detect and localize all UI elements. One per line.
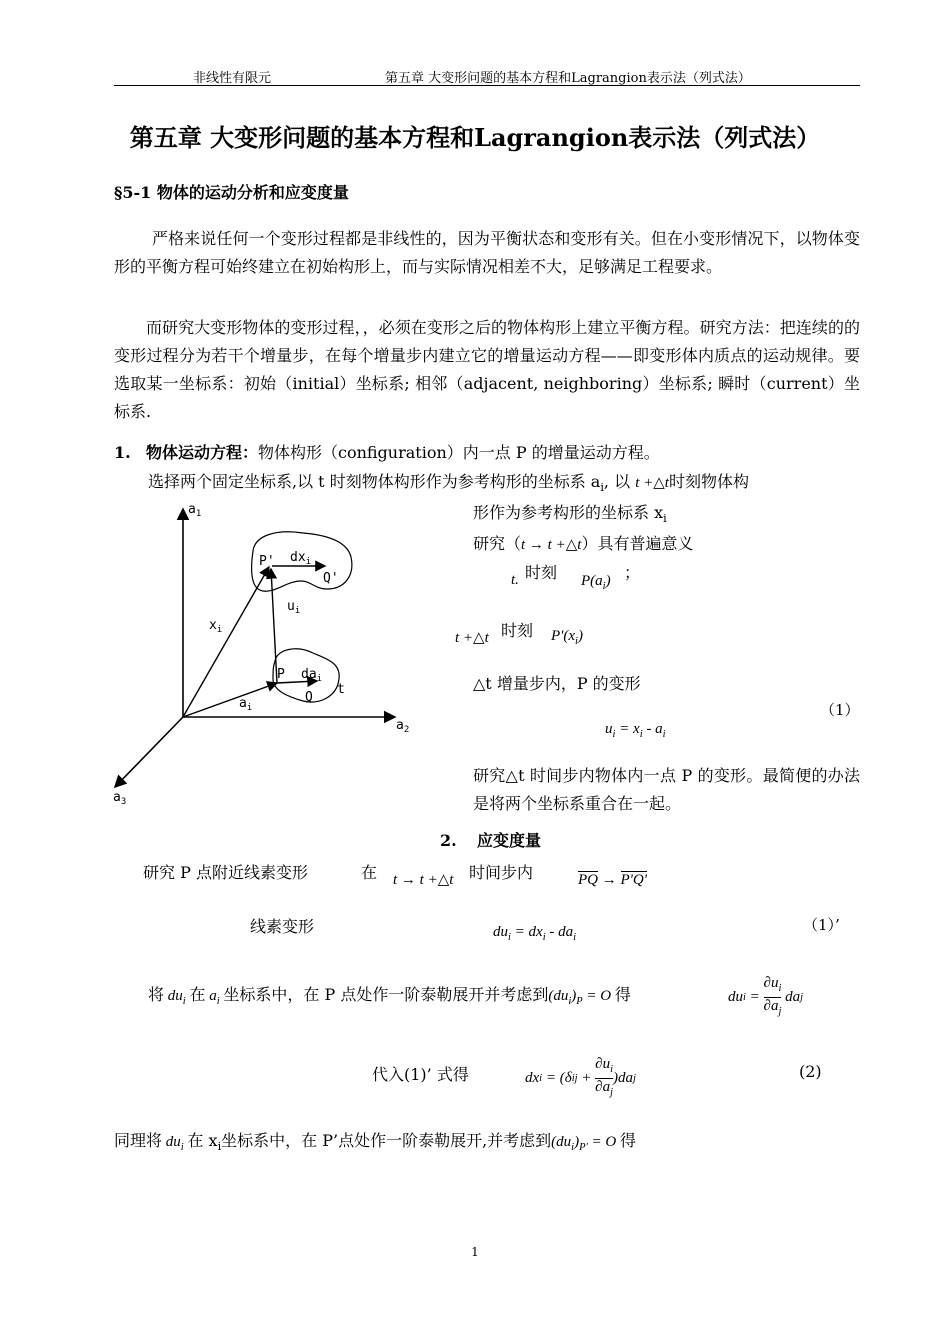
item-1 [114, 440, 660, 463]
line-deform-label: 线素变形 [250, 917, 315, 936]
expand-text-a: 将 [148, 985, 165, 1004]
para3-text-b: , 以 [603, 472, 631, 491]
math-t-to-tdt-2: t → t +△t [393, 872, 454, 888]
paragraph-2: 而研究大变形物体的变形过程，，必须在变形之后的物体构形上建立平衡方程。研究方法：把连续的的变形过程分为若干个增量步，在每个增量步内建立它的增量运动方程——即变形体内质点的运动规律。要选取某一坐标系：初始（initial）坐标系; 相邻（adjacent, neighboring）坐标系; 瞬时（current）坐标系. [114, 318, 860, 421]
math-t-to-tdt: t → t +△t [521, 537, 582, 553]
header-rule [114, 85, 860, 86]
math-dui: $du_i$ [164, 988, 186, 1007]
paragraph-3-line-1 [148, 469, 749, 494]
vector-ai [183, 683, 277, 717]
item-1-label: 物体运动方程： [145, 443, 258, 462]
para3-text-c: 时刻物体构 [668, 472, 749, 491]
running-header-right: 第五章 大变形问题的基本方程和Lagrangion表示法（列式法） [385, 71, 751, 86]
sub-i: i [575, 636, 578, 647]
moment-label-2: 时刻 [501, 621, 534, 640]
equation-taylor: du i = $\partial u_i$ $\partial a_j$ da j [728, 975, 803, 1020]
label-a3: $a_3$ [113, 790, 127, 807]
label-qprime: Q' [323, 571, 339, 586]
math-pprime-xi: $P'(x_i)$ [551, 628, 583, 647]
coordinate-figure [105, 495, 430, 810]
math-t-dt: t +△t [635, 475, 669, 491]
expand-text-b: 在 [189, 985, 206, 1004]
math-dui-p-zero: $(du_i)_P = O$ [548, 988, 615, 1007]
para3-text-a: 选择两个固定坐标系,以 t 时刻物体构形作为参考构形的坐标系 a [148, 472, 601, 491]
math-ai: $a_i$ [205, 988, 220, 1007]
running-header-left: 非线性有限元 [193, 71, 272, 86]
sub-i: i [602, 581, 606, 592]
item-1-text: 物体构形（configuration）内一点 P 的增量运动方程。 [257, 443, 660, 462]
equation-1: $u_i = x_i - a_i$ [605, 721, 666, 740]
last-text-d: 得 [619, 1131, 636, 1150]
expand-text-c: 坐标系中，在 P 点处作一阶泰勒展开并考虑到 [223, 985, 549, 1004]
item-2-label: 应变度量 [477, 831, 542, 850]
pprime-xi-text: P'(x [551, 628, 576, 644]
paragraph-1: 严格来说任何一个变形过程都是非线性的，因为平衡状态和变形有关。但在小变形情况下，以物体变形的平衡方程可始终建立在初始构形上，而与实际情况相差不大，足够满足工程要求。 [114, 229, 860, 276]
last-text-a: 同理将 [114, 1131, 163, 1150]
vector-xi [183, 567, 269, 717]
math-t-dt-2: t +△t [455, 630, 489, 646]
equation-label-2: (2) [799, 1062, 822, 1081]
line-study-text-c: 时间步内 [469, 863, 534, 882]
research-line [473, 531, 693, 554]
item-1-number: 1. [114, 443, 131, 462]
substitute-label: 代入(1)’ 式得 [372, 1065, 469, 1084]
math-t-dot: t. [511, 572, 519, 588]
equation-label-1-prime: （1）’ [803, 916, 840, 934]
label-a1: $a_1$ [188, 502, 202, 519]
label-ui: $u_i$ [287, 599, 301, 616]
research-text-a: 研究（ [473, 534, 522, 553]
item-2-number: 2. [440, 831, 457, 850]
sub-i: i [663, 512, 667, 526]
label-dai: $da_i$ [301, 667, 323, 684]
label-dxi: $dx_i$ [290, 550, 312, 567]
section-heading: §5-1 物体的运动分析和应变度量 [114, 183, 349, 202]
label-pprime: P' [259, 554, 275, 569]
label-t: t [337, 682, 345, 697]
last-line [114, 1128, 636, 1153]
math-dui-pprime-zero: $(du_i)_{P'} = O$ [551, 1134, 620, 1153]
math-dui-2: $du_i$ [162, 1134, 184, 1153]
taylor-line [148, 982, 631, 1007]
delta-step-line: △t 增量步内，P 的变形 [473, 674, 641, 693]
label-xi: $x_i$ [209, 618, 223, 635]
equation-2: dx i = (δ ij + $\partial u_i$ $\partial a_j$ )da j [525, 1056, 636, 1101]
page-number: 1 [471, 1245, 479, 1259]
sub-i: i [217, 1140, 222, 1154]
axis-a3 [115, 717, 183, 787]
item-2 [440, 828, 541, 851]
equation-label-1: （1） [820, 701, 860, 719]
research-text-b: ）具有普遍意义 [581, 534, 694, 553]
last-text-c: 坐标系中，在 P’点处作一阶泰勒展开,并考虑到 [221, 1131, 552, 1150]
label-ai: $a_i$ [239, 696, 253, 713]
line-study-text-a: 研究 P 点附近线素变形 [143, 863, 308, 882]
p-ai-text: P(a [581, 573, 603, 589]
moment-label-1: 时刻 [525, 563, 558, 582]
last-text-b: 在 x [187, 1131, 218, 1150]
label-q: Q [305, 690, 313, 705]
paragraph-3-line-2 [473, 500, 667, 525]
line-study-text-b: 在 [361, 863, 378, 882]
semicolon: ； [624, 563, 641, 582]
paragraph-4: 研究△t 时间步内物体内一点 P 的变形。最简便的办法是将两个坐标系重合在一起。 [473, 766, 860, 813]
sub-i: i [600, 481, 604, 495]
math-pq: PQ → P'Q' [578, 872, 647, 888]
para3-text-d: 形作为参考构形的坐标系 x [473, 503, 664, 522]
label-a2: $a_2$ [396, 718, 410, 735]
chapter-title: 第五章 大变形问题的基本方程和Lagrangion表示法（列式法） [129, 123, 821, 152]
expand-text-d: 得 [614, 985, 631, 1004]
math-p-ai: $P(a_i)$ [581, 573, 611, 592]
equation-1-prime: $du_i = dx_i - da_i$ [493, 924, 577, 943]
label-p: P [277, 667, 285, 682]
